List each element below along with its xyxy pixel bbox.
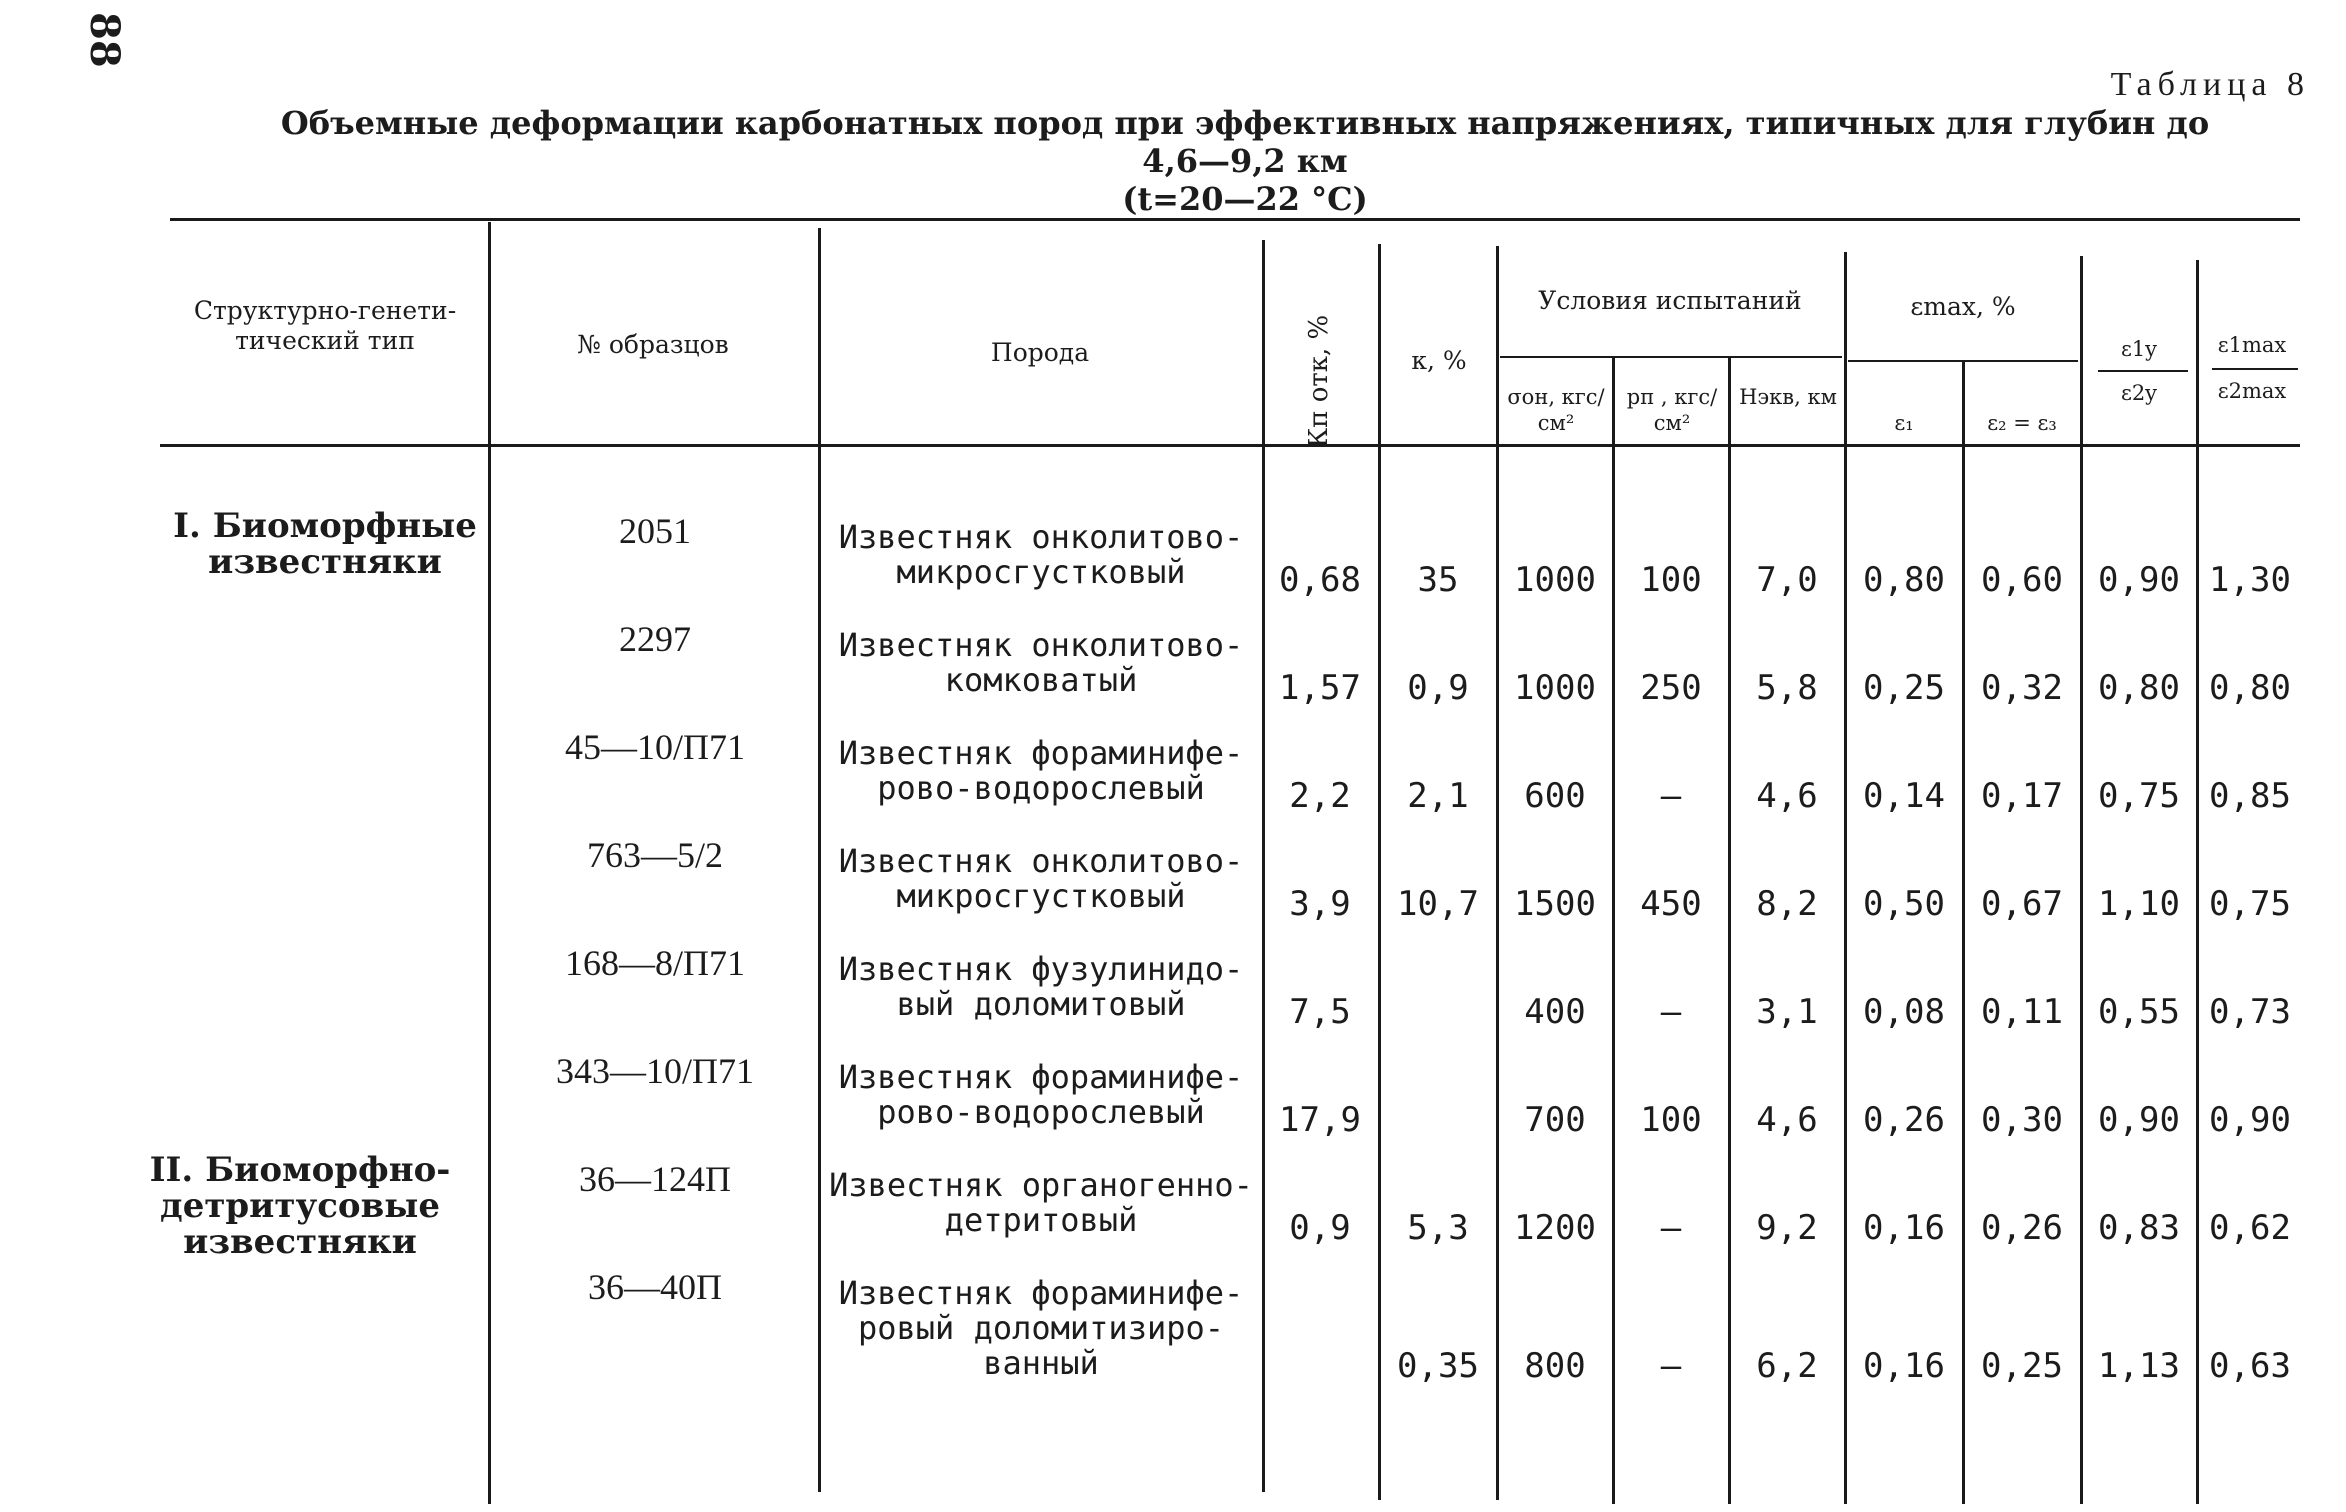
header-pp: pп , кгс/см² [1626, 385, 1718, 435]
rock-description [826, 1276, 1256, 1381]
cell-kappa: 0,9 [1407, 668, 1469, 708]
rock-description-line-2: рово-водорослевый [877, 769, 1205, 807]
group-label-2-line1: II. Биоморфно- [149, 1150, 451, 1190]
col-divider-3 [1262, 240, 1265, 1492]
cell-sigma: 1200 [1514, 1208, 1596, 1248]
cell-sigma: 1000 [1514, 668, 1596, 708]
rock-description-line-1: Известняк фораминифе- [838, 734, 1244, 772]
cell-pp: 250 [1640, 668, 1702, 708]
col-divider-9 [1962, 362, 1965, 1504]
rock-description [826, 844, 1256, 914]
cell-e1: 0,16 [1863, 1208, 1945, 1248]
header-ratio2-bottom: ε2max [2217, 379, 2287, 403]
cell-r2: 0,63 [2209, 1346, 2291, 1386]
cell-r2: 1,30 [2209, 560, 2291, 600]
table-title-line2: (t=20—22 °C) [1122, 180, 1368, 218]
page-number: 88 [81, 12, 128, 68]
cell-kp: 17,9 [1279, 1100, 1361, 1140]
cell-e23: 0,11 [1981, 992, 2063, 1032]
top-rule [170, 218, 2300, 221]
cell-r2: 0,62 [2209, 1208, 2291, 1248]
cell-e1: 0,26 [1863, 1100, 1945, 1140]
cell-sigma: 400 [1524, 992, 1586, 1032]
cell-r2: 0,80 [2209, 668, 2291, 708]
rock-description-line-2: вый доломитовый [896, 985, 1186, 1023]
cell-pp: — [1660, 1346, 1682, 1386]
rock-description-line-1: Известняк онколитово- [838, 626, 1244, 664]
header-ratio1-top: ε1y [2120, 337, 2158, 361]
rock-description-line-1: Известняк органогенно- [829, 1166, 1253, 1204]
rock-description-line-1: Известняк онколитово- [838, 518, 1244, 556]
rock-description [826, 1168, 1256, 1238]
group-label-2-line3: известняки [183, 1222, 417, 1262]
cell-kappa: 2,1 [1407, 776, 1469, 816]
cell-r1: 0,90 [2098, 1100, 2180, 1140]
group-label-2-line2: детритусовые [160, 1186, 440, 1226]
header-h: Hэкв, км [1739, 385, 1837, 409]
rock-description-line-1: Известняк фузулинидо- [838, 950, 1244, 988]
header-e1: ε₁ [1894, 411, 1914, 435]
cell-pp: — [1660, 1208, 1682, 1248]
header-emax: εmax, % [1910, 292, 2016, 321]
col-divider-2 [818, 228, 821, 1492]
cell-r1: 0,80 [2098, 668, 2180, 708]
cell-pp: — [1660, 776, 1682, 816]
cell-r1: 0,83 [2098, 1208, 2180, 1248]
sample-number: 45—10/П71 [565, 727, 745, 767]
cell-e1: 0,25 [1863, 668, 1945, 708]
cell-e1: 0,14 [1863, 776, 1945, 816]
cell-kp: 0,68 [1279, 560, 1361, 600]
cell-h: 5,8 [1756, 668, 1818, 708]
header-sample: № образцов [577, 330, 729, 359]
group-label-1 [165, 508, 485, 580]
cell-kp: 2,2 [1289, 776, 1351, 816]
table-title-line1: Объемные деформации карбонатных пород при эффективных напряжениях, типичных для глубин до 4,6—9,2 км [280, 104, 2210, 180]
col-divider-11 [2196, 260, 2199, 1504]
cell-e1: 0,08 [1863, 992, 1945, 1032]
rock-description-line-1: Известняк фораминифе- [838, 1058, 1244, 1096]
cell-kp: 1,57 [1279, 668, 1361, 708]
cell-r1: 1,13 [2098, 1346, 2180, 1386]
header-type: Структурно-генети-тический тип [193, 296, 457, 355]
cell-r1: 0,75 [2098, 776, 2180, 816]
header-ratio1-bottom: ε2y [2120, 381, 2158, 405]
rock-description-line-3: ванный [983, 1344, 1099, 1382]
sample-number: 763—5/2 [586, 835, 723, 875]
cell-e23: 0,25 [1981, 1346, 2063, 1386]
rock-description-line-1: Известняк фораминифе- [838, 1274, 1244, 1312]
cell-sigma: 800 [1524, 1346, 1586, 1386]
ratio1-fraction-line [2098, 370, 2188, 372]
rock-description-line-2: комковатый [944, 661, 1138, 699]
cell-h: 9,2 [1756, 1208, 1818, 1248]
table-title [270, 104, 2220, 218]
conditions-subrule [1500, 356, 1842, 358]
group-label-1-line1: I. Биоморфные [173, 506, 477, 546]
header-kp: Кп отк, % [1304, 314, 1334, 448]
cell-sigma: 1000 [1514, 560, 1596, 600]
cell-e1: 0,80 [1863, 560, 1945, 600]
cell-h: 7,0 [1756, 560, 1818, 600]
cell-e1: 0,50 [1863, 884, 1945, 924]
cell-kappa: 5,3 [1407, 1208, 1469, 1248]
cell-kp: 7,5 [1289, 992, 1351, 1032]
sample-number: 2051 [619, 511, 691, 551]
col-divider-5 [1496, 246, 1499, 1500]
rock-description-line-1: Известняк онколитово- [838, 842, 1244, 880]
sample-number: 36—40П [588, 1267, 722, 1307]
header-bottom-rule [160, 444, 2300, 447]
col-divider-1 [488, 222, 491, 1504]
header-ratio2-top: ε1max [2217, 333, 2287, 357]
group-label-1-line2: известняки [208, 542, 442, 582]
cell-sigma: 700 [1524, 1100, 1586, 1140]
rock-description [826, 736, 1256, 806]
cell-e23: 0,60 [1981, 560, 2063, 600]
cell-kappa: 35 [1417, 560, 1459, 600]
col-divider-10 [2080, 256, 2083, 1504]
cell-e23: 0,67 [1981, 884, 2063, 924]
header-sigma: σон, кгс/см² [1507, 385, 1605, 435]
header-e23: ε₂ = ε₃ [1987, 411, 2057, 435]
header-kappa: κ, % [1411, 346, 1467, 375]
cell-r1: 0,90 [2098, 560, 2180, 600]
col-divider-4 [1378, 244, 1381, 1500]
col-divider-8 [1844, 252, 1847, 1504]
cell-kappa: 0,35 [1397, 1346, 1479, 1386]
cell-e23: 0,26 [1981, 1208, 2063, 1248]
rock-description-line-2: детритовый [944, 1201, 1138, 1239]
cell-e1: 0,16 [1863, 1346, 1945, 1386]
cell-r1: 0,55 [2098, 992, 2180, 1032]
cell-kp: 0,9 [1289, 1208, 1351, 1248]
cell-sigma: 600 [1524, 776, 1586, 816]
cell-e23: 0,17 [1981, 776, 2063, 816]
sample-number: 36—124П [579, 1159, 731, 1199]
header-rock: Порода [990, 338, 1090, 367]
rock-description [826, 1060, 1256, 1130]
cell-h: 4,6 [1756, 776, 1818, 816]
cell-r2: 0,90 [2209, 1100, 2291, 1140]
sample-number: 343—10/П71 [556, 1051, 754, 1091]
cell-r2: 0,85 [2209, 776, 2291, 816]
table-label: Таблица 8 [2110, 66, 2310, 103]
cell-r2: 0,73 [2209, 992, 2291, 1032]
rock-description-line-2: ровый доломитизиро- [857, 1309, 1225, 1347]
rock-description-line-2: микросгустковый [896, 553, 1186, 591]
header-conditions: Условия испытаний [1538, 286, 1802, 315]
cell-h: 3,1 [1756, 992, 1818, 1032]
cell-pp: 450 [1640, 884, 1702, 924]
rock-description [826, 520, 1256, 590]
cell-pp: — [1660, 992, 1682, 1032]
cell-e23: 0,30 [1981, 1100, 2063, 1140]
rock-description-line-2: рово-водорослевый [877, 1093, 1205, 1131]
cell-pp: 100 [1640, 560, 1702, 600]
sample-number: 168—8/П71 [565, 943, 745, 983]
rock-description [826, 952, 1256, 1022]
ratio2-fraction-line [2212, 368, 2298, 370]
sample-number: 2297 [619, 619, 691, 659]
cell-r1: 1,10 [2098, 884, 2180, 924]
group-label-2 [140, 1152, 460, 1260]
cell-pp: 100 [1640, 1100, 1702, 1140]
col-divider-6 [1612, 358, 1615, 1504]
cell-e23: 0,32 [1981, 668, 2063, 708]
cell-kappa: 10,7 [1397, 884, 1479, 924]
cell-r2: 0,75 [2209, 884, 2291, 924]
rock-description [826, 628, 1256, 698]
cell-h: 8,2 [1756, 884, 1818, 924]
cell-kp: 3,9 [1289, 884, 1351, 924]
cell-h: 6,2 [1756, 1346, 1818, 1386]
rock-description-line-2: микросгустковый [896, 877, 1186, 915]
cell-sigma: 1500 [1514, 884, 1596, 924]
cell-h: 4,6 [1756, 1100, 1818, 1140]
col-divider-7 [1728, 358, 1731, 1504]
